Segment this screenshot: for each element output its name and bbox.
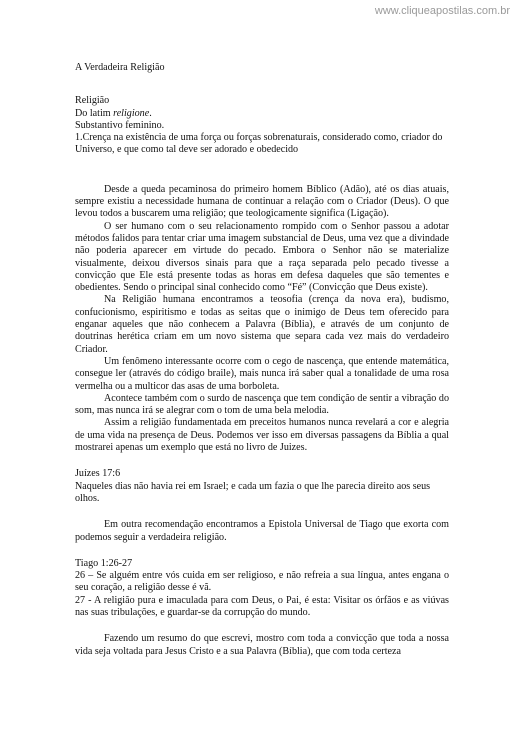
verse-27: 27 - A religião pura e imaculada para com Deus, o Pai, é esta: Visitar os órfãos e as viúvas nas suas tribulações, e guardar-se da corrupção do mundo.: [75, 594, 449, 618]
body-paragraph: Desde a queda pecaminosa do primeiro homem Bíblico (Adão), até os dias atuais, sempre existiu a necessidade humana de continuar a relação com o Criador (Deus). O que levou todos a buscarem uma religião; que teologicamente significa (Ligação).: [75, 183, 449, 220]
reference-heading-tiago: Tiago 1:26-27: [75, 557, 133, 569]
watermark: www.cliqueapostilas.com.br: [374, 5, 510, 17]
definition-block: [75, 95, 449, 156]
document-title: A Verdadeira Religião: [75, 62, 165, 73]
document-page: [75, 62, 449, 658]
body-paragraph: Um fenômeno interessante ocorre com o cego de nascença, que entende matemática, consegue ler (através do código braile), mais nunca irá saber qual a tonalidade de uma rosa vermelha ou a multicor das asas de uma borboleta.: [75, 355, 449, 392]
body-paragraph: Assim a religião fundamentada em preceitos humanos nunca revelará a cor e alegria de uma vida na presença de Deus. Podemos ver isso em diversas passagens da Bíblia a qual mostrarei apenas um exemplo que está no livro de Juizes.: [75, 417, 449, 454]
definition-meaning: 1.Crença na existência de uma força ou forças sobrenaturais, considerado como, criador do Universo, e que como tal deve ser adorado e obedecido: [75, 132, 443, 156]
definition-class: Substantivo feminino.: [75, 119, 165, 131]
origin-suffix: .: [149, 107, 152, 119]
closing-paragraph: Fazendo um resumo do que escrevi, mostro com toda a convicção que toda a nossa vida seja voltada para Jesus Cristo e a sua Palavra (Bíblia), que com toda certeza: [75, 633, 449, 657]
bridge-paragraph: Em outra recomendação encontramos a Epistola Universal de Tiago que exorta com podemos seguir a verdadeira religião.: [75, 519, 449, 543]
definition-term: Religião: [75, 95, 110, 107]
reference-text-juizes: Naqueles dias não havia rei em Israel; e cada um fazia o que lhe parecia direito aos seus olhos.: [75, 480, 431, 504]
definition-origin: [75, 108, 449, 120]
reference-heading-juizes: Juízes 17:6: [75, 468, 121, 480]
verse-26: 26 – Se alguém entre vós cuida em ser religioso, e não refreia a sua língua, antes engana o seu coração, a religião desse é vã.: [75, 570, 449, 594]
origin-prefix: Do latim: [75, 107, 114, 119]
body-paragraph: Na Religião humana encontramos a teosofia (crença da nova era), budismo, confucionismo, espiritismo e todas as seitas que o inimigo de Deus tem oferecido para enganar aqueles que não conhecem a Palavra (Bíblia), e através de um conjunto de doutrinas herética criam em um novo sistema que separa cada vez mais do verdadeiro Criador.: [75, 294, 449, 355]
body-paragraph: O ser humano com o seu relacionamento rompido com o Senhor passou a adotar métodos falidos para tentar criar uma imagem substancial de Deus, uma vez que a divindade não poderia aparecer em virtude do pecado. Embora o Senhor não se materialize visualmente, deixou diversos sinais para que a raça separada pelo pecado tivesse a convicção que Ele está presente todas as horas em defesa daqueles que são tementes e obedientes. Sendo o principal sinal conhecido como “Fé” (Convicção que Deus existe).: [75, 220, 449, 294]
origin-word: religione: [113, 107, 150, 119]
body-paragraph: Acontece também com o surdo de nascença que tem condição de sentir a vibração do som, mas nunca irá se alegrar com o tom de uma bela melodia.: [75, 392, 449, 417]
